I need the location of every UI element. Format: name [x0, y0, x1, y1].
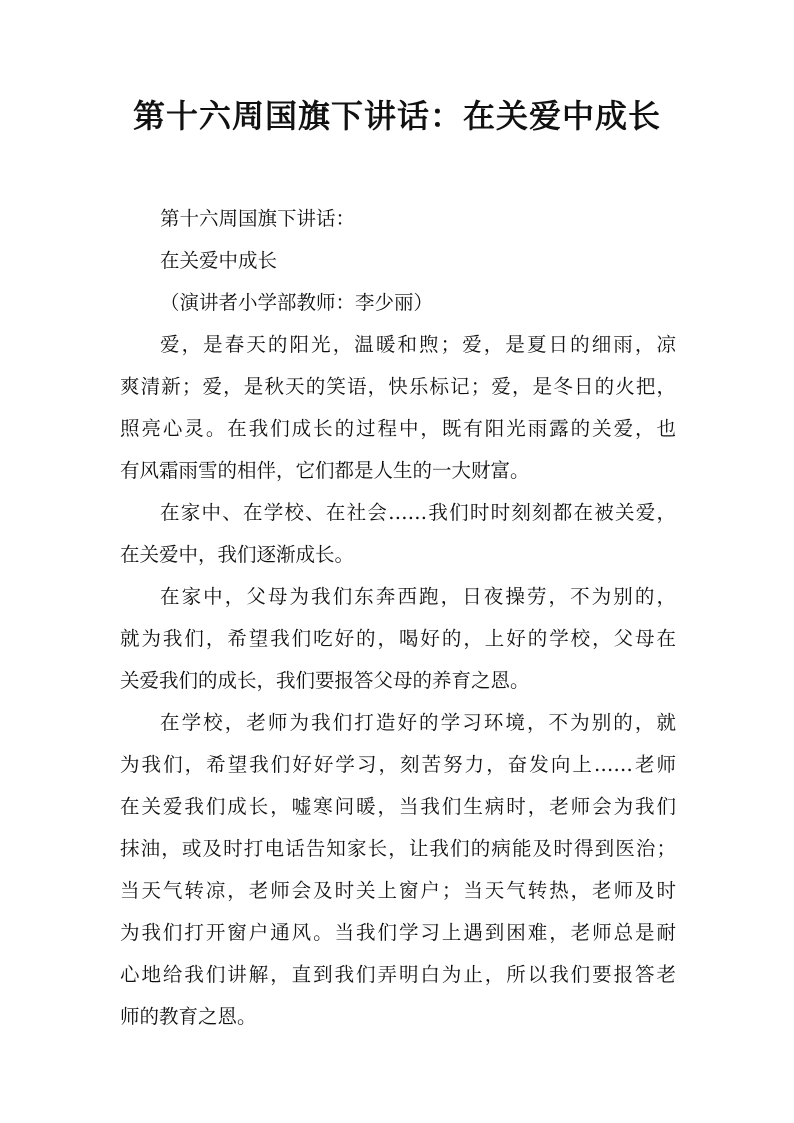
text-line: 在家中、在学校、在社会……我们时时刻刻都在被关爱，: [160, 501, 676, 524]
text-line: 心地给我们讲解，直到我们弄明白为止，所以我们要报答老: [120, 963, 676, 986]
document-body: [120, 198, 676, 1038]
text-line: 在关爱中成长: [160, 249, 278, 272]
text-line: 就为我们，希望我们吃好的，喝好的，上好的学校，父母在: [120, 627, 676, 650]
text-line: 关爱我们的成长，我们要报答父母的养育之恩。: [120, 669, 530, 692]
text-line: 在学校，老师为我们打造好的学习环境，不为别的，就: [160, 711, 676, 734]
text-line: （演讲者小学部教师：李少丽）: [160, 291, 434, 314]
text-line: 照亮心灵。在我们成长的过程中，既有阳光雨露的关爱，也: [120, 417, 676, 440]
text-line: 师的教育之恩。: [120, 1005, 257, 1028]
text-line: 为我们，希望我们好好学习，刻苦努力，奋发向上……老师: [120, 753, 676, 776]
text-line: 第十六周国旗下讲话：: [160, 207, 356, 230]
page-title: 第十六周国旗下讲话：在关爱中成长: [132, 97, 661, 135]
text-line: 爽清新；爱，是秋天的笑语，快乐标记；爱，是冬日的火把，: [120, 375, 676, 398]
text-line: 爱，是春天的阳光，温暖和煦；爱，是夏日的细雨，凉: [160, 333, 676, 356]
text-line: 当天气转凉，老师会及时关上窗户；当天气转热，老师及时: [120, 879, 676, 902]
text-line: 为我们打开窗户通风。当我们学习上遇到困难，老师总是耐: [120, 921, 676, 944]
text-line: 在家中，父母为我们东奔西跑，日夜操劳，不为别的，: [160, 585, 676, 608]
text-line: 抹油，或及时打电话告知家长，让我们的病能及时得到医治；: [120, 837, 676, 860]
text-line: 在关爱我们成长，嘘寒问暖，当我们生病时，老师会为我们: [120, 795, 676, 818]
text-line: 在关爱中，我们逐渐成长。: [120, 543, 355, 566]
text-line: 有风霜雨雪的相伴，它们都是人生的一大财富。: [120, 459, 530, 482]
